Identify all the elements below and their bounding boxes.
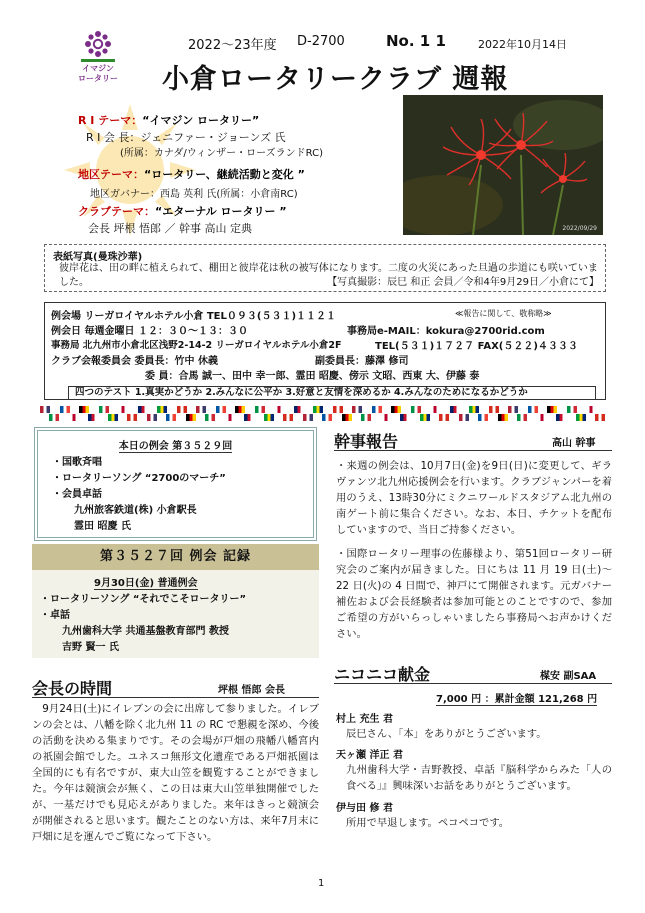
flag-icon <box>138 406 148 413</box>
flag-icon <box>177 406 187 413</box>
section-divider <box>334 683 612 684</box>
today-speaker-org: 九州旅客鉄道(株) 小倉駅長 <box>74 505 197 516</box>
president-body: 9月24日(土)にイレブンの会に出席して参りました。イレブンの会とは、八幡を除く北九州 11 の RC で懇親を深め、今後の活動を決める集まりです。その会場が戸畑の飛幡八幡宮内の祇園会館でした。ユネスコ無形文化遺産である戸畑祇園は全国的にも有名ですが、東大山笠を観覧することができました。今年は競演会が無く、この日は東大山笠単独開催でしたが、一基だけでも見応えがありました。来年はきっと競演会が開催されると思います。観たことのない方は、来年7月末に戸畑に足を運んでご覧になって下さい。 <box>32 703 319 843</box>
niconico-message-2: 九州歯科大学・吉野教授、卓話『脳科学からみた「人の食べる」』興味深いお話をありがとうございます。 <box>346 764 612 792</box>
today-item-anthem: ・国歌斉唱 <box>52 457 102 468</box>
flag-icon <box>420 414 430 421</box>
photo-credit: 【写真撮影：辰巳 和正 会員／令和4年9月29日／小倉にて】 <box>327 277 599 288</box>
flag-icon <box>381 414 391 421</box>
flag-icon <box>586 406 596 413</box>
cover-caption-title: 表紙写真(曼珠沙華) <box>53 252 143 263</box>
flag-icon <box>244 414 254 421</box>
fiscal-year: 2022～23年度 <box>188 38 277 53</box>
flag-icon <box>147 414 157 421</box>
flag-strip-icon <box>40 413 610 423</box>
flag-icon <box>322 414 332 421</box>
flag-icon <box>450 406 460 413</box>
ri-president: R I 会 長：ジェニファー・ジョーンズ 氏 <box>86 131 286 144</box>
flag-icon <box>303 414 313 421</box>
flag-icon <box>127 414 137 421</box>
record-speaker-name: 吉野 賢一 氏 <box>62 642 119 653</box>
venue-line: 例会場 リーガロイヤルホテル小倉 TEL０９３(５３１)１１２１ <box>51 311 337 322</box>
niconico-name-3: 伊与田 修 君 <box>336 803 393 814</box>
flag-icon <box>118 406 128 413</box>
record-item-talk: ・卓話 <box>40 610 70 621</box>
flag-icon <box>69 414 79 421</box>
flower-logo-icon <box>84 30 112 58</box>
flag-icon <box>567 406 577 413</box>
flag-icon <box>372 406 382 413</box>
niconico-author: 楳安 副SAA <box>540 671 597 682</box>
club-officers: 会長 坪根 悟郎 ／ 幹事 高山 定典 <box>88 222 252 235</box>
record-speaker-org: 九州歯科大学 共通基盤教育部門 教授 <box>62 626 229 637</box>
niconico-total: 7,000 円 ：累計金額 121,268 円 <box>436 690 597 706</box>
flag-icon <box>274 406 284 413</box>
flag-icon <box>342 414 352 421</box>
niconico-message-1: 辰巳さん、「本」をありがとうございます。 <box>346 728 547 740</box>
today-meeting-title: 本日の例会 第３５２９回 <box>118 441 233 452</box>
flag-icon <box>439 414 449 421</box>
cover-photo <box>403 95 603 235</box>
record-date: 9月30日(金) 普通例会 <box>94 574 198 590</box>
meeting-record-title: 第３５２７回 例会 記録 <box>32 544 319 570</box>
today-speaker-name: 霊田 昭慶 氏 <box>74 521 131 532</box>
flag-icon <box>508 406 518 413</box>
flag-icon <box>205 414 215 421</box>
ri-theme: R I テーマ：“イマジン ロータリー” <box>78 114 260 127</box>
flag-icon <box>283 414 293 421</box>
flag-icon <box>411 406 421 413</box>
today-item-song: ・ロータリーソング “2700のマーチ” <box>52 473 226 484</box>
flag-icon <box>478 414 488 421</box>
section-divider <box>32 697 319 698</box>
ri-affiliation: (所属：カナダ/ウィンザー・ローズランドRC) <box>120 148 324 159</box>
secretary-paragraph-2: ・国際ロータリー理事の佐藤様より、第51回ロータリー研究会のご案内が届きました。日にちは 11 月 19 日(土)～22 日(火)の 4 日間で、神戸にて開催されます。元ガバナー補佐および会長経験者は参加可能とのことですので、参加ご希望の方がいらっしゃいましたら事務局へお声かけください。 <box>336 548 612 640</box>
issue-number: No. 1 1 <box>386 32 446 50</box>
flag-icon <box>166 414 176 421</box>
logo-line-2: ロータリー <box>78 74 118 83</box>
flag-icon <box>400 414 410 421</box>
flag-icon <box>517 414 527 421</box>
meeting-day-line: 例会日 毎週金曜日 １２：３０～１３：３０ <box>51 326 248 337</box>
secretary-paragraph-1: ・来週の例会は、10月7日(金)を9日(日)に変更して、ギラヴァンツ北九州応援例会を行います。クラブジャンパーを着用のうえ、13時30分にミクニワールドスタジアム北九州の南ゲート前に集合ください。なお、本日、チケットを配布していますので、当日ご持参ください。 <box>336 460 612 536</box>
flag-icon <box>576 414 586 421</box>
flag-icon <box>225 414 235 421</box>
club-theme: クラブテーマ：“エターナル ロータリー ” <box>78 205 287 218</box>
flag-icon <box>99 406 109 413</box>
flag-icon <box>88 414 98 421</box>
flag-icon <box>79 406 89 413</box>
flag-icon <box>489 406 499 413</box>
committee-chair: クラブ会報委員会 委員長：竹中 休義 <box>51 356 218 367</box>
flag-icon <box>60 406 70 413</box>
meeting-record-box <box>32 570 319 658</box>
niconico-section-title: ニコニコ献金 <box>334 665 431 684</box>
president-author: 坪根 悟郎 会長 <box>218 685 285 696</box>
flag-icon <box>186 414 196 421</box>
niconico-name-2: 天ヶ瀬 洋正 君 <box>336 750 403 761</box>
flag-icon <box>498 414 508 421</box>
district-code: D-2700 <box>297 34 345 49</box>
section-divider <box>334 450 612 451</box>
flag-icon <box>40 406 50 413</box>
flag-icon <box>108 414 118 421</box>
flag-icon <box>528 406 538 413</box>
red-spider-lily-icon <box>403 95 603 235</box>
flag-icon <box>255 406 265 413</box>
president-section-title: 会長の時間 <box>32 679 113 698</box>
flag-icon <box>537 414 547 421</box>
logo-line-1: イマジン <box>82 64 114 73</box>
photo-timestamp: 2022/09/29 <box>562 225 597 232</box>
district-theme: 地区テーマ：“ロータリー、継続活動と変化 ” <box>78 168 305 181</box>
flag-icon <box>469 406 479 413</box>
flag-icon <box>430 406 440 413</box>
flag-icon <box>235 406 245 413</box>
four-way-test: 四つのテスト 1.真実かどうか 2.みんなに公平か 3.好意と友情を深めるか 4.みんなのためになるかどうか <box>68 386 596 400</box>
today-meeting-box <box>34 427 317 541</box>
imagine-rotary-logo <box>72 30 124 100</box>
secretary-section-title: 幹事報告 <box>334 432 399 451</box>
niconico-message-3: 所用で早退します。ペコペコです。 <box>346 817 510 829</box>
flag-icon <box>361 414 371 421</box>
flag-icon <box>391 406 401 413</box>
page-title: 小倉ロータリークラブ 週報 <box>162 64 509 95</box>
flag-icon <box>459 414 469 421</box>
record-item-song: ・ロータリーソング “それでこそロータリー” <box>40 594 247 605</box>
flag-icon <box>556 414 566 421</box>
office-tel-fax: TEL(５３１)１７２７ FAX(５２２)４３３３ <box>375 341 578 352</box>
committee-members: 委 員：合馬 誠一、田中 幸一郎、霊田 昭慶、傍示 文昭、西東 大、伊藤 泰 <box>145 371 480 382</box>
flag-icon <box>547 406 557 413</box>
cover-caption-text: 彼岸花は、田の畔に植えられて、棚田と彼岸花は秋の被写体になります。二度の火災にあった旦過の歩道にも咲いていました。 【写真撮影：辰巳 和正 会員／令和4年9月29日／小倉にて】 <box>59 263 599 288</box>
flag-icon <box>49 414 59 421</box>
page-number: 1 <box>318 878 325 889</box>
flag-icon <box>294 406 304 413</box>
report-notice: ≪報告に関して、敬称略≫ <box>455 309 552 318</box>
niconico-name-1: 村上 充生 君 <box>336 714 393 725</box>
office-address: 事務局 北九州市小倉北区浅野2-14-2 リーガロイヤルホテル小倉2F <box>51 340 342 351</box>
flag-icon <box>196 406 206 413</box>
issue-date: 2022年10月14日 <box>478 38 567 51</box>
office-email: 事務局e-MAIL：kokura@2700rid.com <box>347 326 545 337</box>
flag-icon <box>216 406 226 413</box>
flag-icon <box>352 406 362 413</box>
district-governor: 地区ガバナー：西島 英利 氏(所属：小倉南RC) <box>90 189 298 200</box>
secretary-author: 高山 幹事 <box>552 438 596 449</box>
flag-icon <box>595 414 605 421</box>
flag-icon <box>313 406 323 413</box>
flag-icon <box>333 406 343 413</box>
cover-photo-caption-box <box>44 244 606 292</box>
flag-icon <box>157 406 167 413</box>
today-item-talk: ・会員卓話 <box>52 489 102 500</box>
committee-vice-chair: 副委員長：藤澤 修司 <box>315 356 409 367</box>
flag-icon <box>264 414 274 421</box>
